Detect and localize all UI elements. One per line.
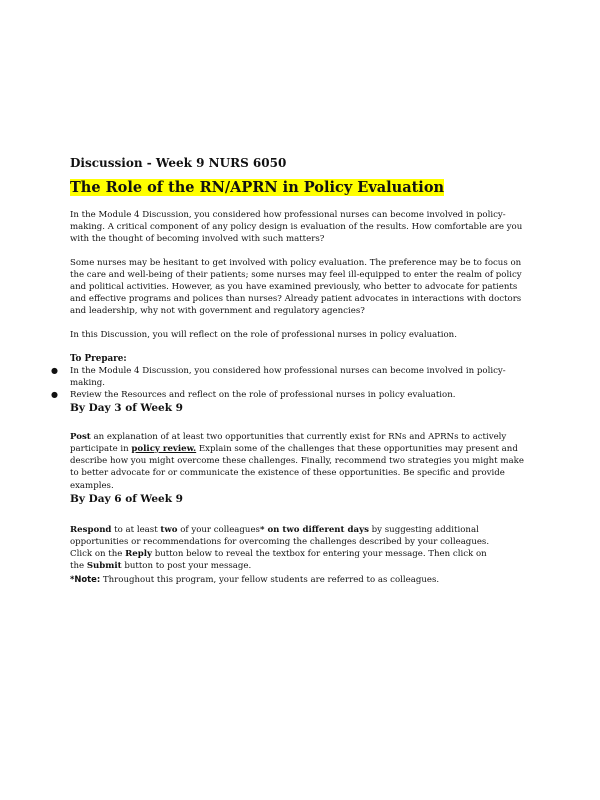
list-item-text: Review the Resources and reflect on the role of professional nurses in policy evaluation. [70, 389, 456, 400]
intro-paragraph-1: In the Module 4 Discussion, you considered how professional nurses can become involved in policy-making. A critical component of any policy design is evaluation of the results. How comfortable are you with the thought of becoming involved with such matters? [70, 210, 523, 245]
to-prepare-label: To Prepare: [70, 353, 127, 364]
intro-paragraph-3: In this Discussion, you will reflect on the role of professional nurses in policy evaluation. [70, 329, 457, 340]
submit-word: Submit [86, 561, 122, 572]
day3-heading: By Day 3 of Week 9 [70, 401, 183, 414]
note-label: *Note: [70, 573, 101, 584]
list-item [51, 389, 535, 401]
to-prepare-list [51, 365, 535, 401]
reply-instruction [70, 548, 535, 560]
list-item-text: In the Module 4 Discussion, you considered how professional nurses can become involved in policy-making. [70, 365, 506, 388]
submit-text-1: the [70, 561, 87, 572]
post-label: Post [70, 431, 91, 442]
respond-text-1: to at least [111, 524, 161, 535]
document-page [51, 155, 535, 586]
reply-text-1: Click on the [70, 549, 126, 560]
reply-text-2: button below to reveal the textbox for entering your message. Then click on [151, 549, 487, 560]
respond-different-days: * on two different days [259, 524, 369, 535]
day3-text-2: Explain some of the challenges that these opportunities may present and describe how you might overcome these challenges. Finally, recommend two strategies you might make to better advocate for or communicate the existence of these opportunities. Be specific and provide examples. [70, 444, 524, 491]
day6-heading: By Day 6 of Week 9 [70, 492, 183, 505]
note-paragraph [70, 573, 535, 586]
respond-two: two [160, 524, 178, 535]
policy-review-link[interactable]: policy review. [131, 444, 197, 455]
page-title: Discussion - Week 9 NURS 6050 [70, 156, 287, 170]
note-text: Throughout this program, your fellow students are referred to as colleagues. [100, 574, 440, 585]
submit-text-2: button to post your message. [121, 561, 252, 572]
bullet-icon: ● [51, 389, 58, 399]
intro-paragraph-2: Some nurses may be hesitant to get involved with policy evaluation. The preference may be to focus on the care and well-being of their patients; some nurses may feel ill-equipped to enter the realm of policy and political activities. However, as you have examined previously, who better to advocate for patients and effective programs and polices than nurses? Already patient advocates in interactions with doctors and leadership, why not with government and regulatory agencies? [70, 257, 522, 317]
bullet-icon: ● [51, 365, 58, 375]
respond-label: Respond [70, 524, 112, 535]
day3-paragraph [70, 431, 535, 492]
day6-block [70, 524, 535, 586]
discussion-heading [70, 179, 535, 197]
respond-text-2: of your colleagues [177, 524, 260, 535]
reply-word: Reply [125, 549, 152, 560]
submit-instruction [70, 560, 535, 572]
highlighted-heading-text: The Role of the RN/APRN in Policy Evaluation [70, 179, 445, 196]
day3-text-1: an explanation of at least two opportunities that currently exist for RNs and APRNs to actively participate in [70, 431, 507, 455]
respond-paragraph [70, 524, 535, 548]
list-item [51, 365, 535, 389]
respond-text-3: by suggesting additional opportunities or recommendations for overcoming the challenges described by your colleagues. [70, 524, 490, 548]
